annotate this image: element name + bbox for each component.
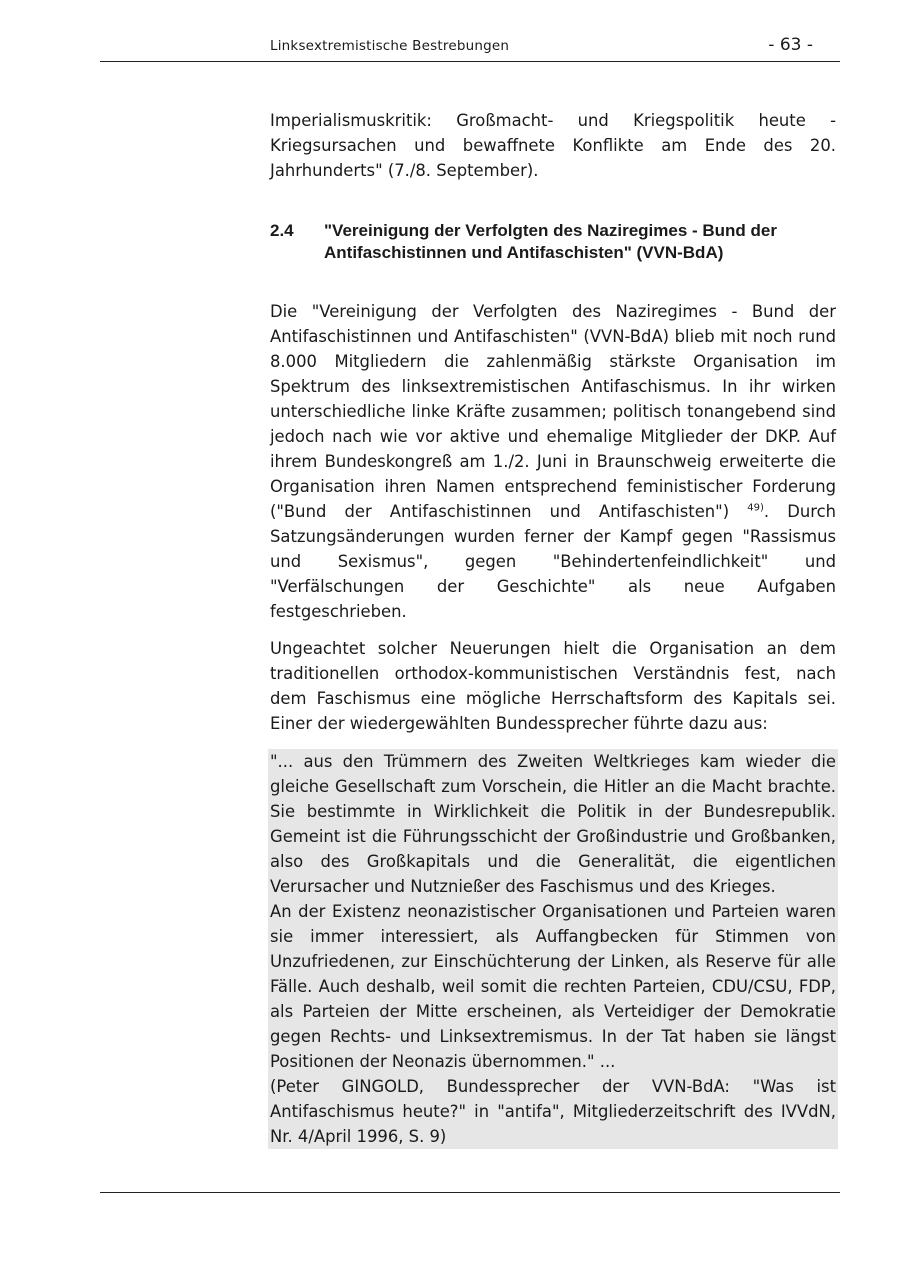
quote-source: (Peter GINGOLD, Bundessprecher der VVN-BdA: "Was ist Antifaschismus heute?" in "antifa", Mitgliederzeitschrift des IVVdN, Nr. 4/April 1996, S. 9) [270,1077,836,1146]
section-title: "Vereinigung der Verfolgten des Naziregimes - Bund der Antifaschistinnen und Antifaschisten" (VVN-BdA) [324,221,777,262]
running-header-title: Linksextremistische Bestrebungen [270,38,510,54]
footer-divider [100,1192,840,1193]
paragraph-1-text-b: . Durch Satzungsänderungen wurden ferner der Kampf gegen "Rassismus und Sexismus", gegen "Behindertenfeindlichkeit" und "Verfälschungen der Geschichte" als neue Aufgaben festgeschrieben. [270,502,836,621]
paragraph-1-text-a: Die "Vereinigung der Verfolgten des Naziregimes - Bund der Antifaschistinnen und Antifaschisten" (VVN-BdA) blieb mit noch rund 8.000 Mitgliedern die zahlenmäßig stärkste Organisation im Spektrum des linksextremistischen Antifaschismus. In ihr wirken unterschiedliche linke Kräfte zusammen; politisch tonangebend sind jedoch nach wie vor aktive und ehemalige Mitglieder der DKP. Auf ihrem Bundeskongreß am 1./2. Juni in Braunschweig erweiterte die Organisation ihren Namen entsprechend feministischer Forderung ("Bund der Antifaschistinnen und Antifaschisten") [270,302,836,521]
intro-paragraph: Imperialismuskritik: Großmacht- und Kriegspolitik heute - Kriegsursachen und bewaffnete Konflikte am Ende des 20. Jahrhunderts" (7./8. September). [270,111,836,180]
page-header [100,34,840,62]
quote-block [268,749,838,1149]
section-heading [270,220,836,264]
page-content [270,108,836,1149]
page-number: - 63 - [768,35,813,55]
section-number: 2.4 [270,221,294,240]
footnote-reference[interactable]: 49) [747,502,764,514]
body-paragraph-1 [270,299,836,624]
body-paragraph-2: Ungeachtet solcher Neuerungen hielt die Organisation an dem traditionellen orthodox-kommunistischen Verständnis fest, nach dem Faschismus eine mögliche Herrschaftsform des Kapitals sei. Einer der wiedergewählten Bundessprecher führte dazu aus: [270,639,836,733]
quote-paragraph-2: An der Existenz neonazistischer Organisationen und Parteien waren sie immer interessiert, als Auffangbecken für Stimmen von Unzufriedenen, zur Einschüchterung der Linken, als Reserve für alle Fälle. Auch deshalb, weil somit die rechten Parteien, CDU/CSU, FDP, als Parteien der Mitte erscheinen, als Verteidiger der Demokratie gegen Rechts- und Linksextremismus. In der Tat haben sie längst Positionen der Neonazis übernommen." ... [270,902,836,1071]
quote-paragraph-1: "... aus den Trümmern des Zweiten Weltkrieges kam wieder die gleiche Gesellschaft zum Vorschein, die Hitler an die Macht brachte. Sie bestimmte in Wirklichkeit die Politik in der Bundesrepublik. Gemeint ist die Führungsschicht der Großindustrie und Großbanken, also des Großkapitals und die Generalität, die eigentlichen Verursacher und Nutznießer des Faschismus und des Krieges. [270,752,836,896]
